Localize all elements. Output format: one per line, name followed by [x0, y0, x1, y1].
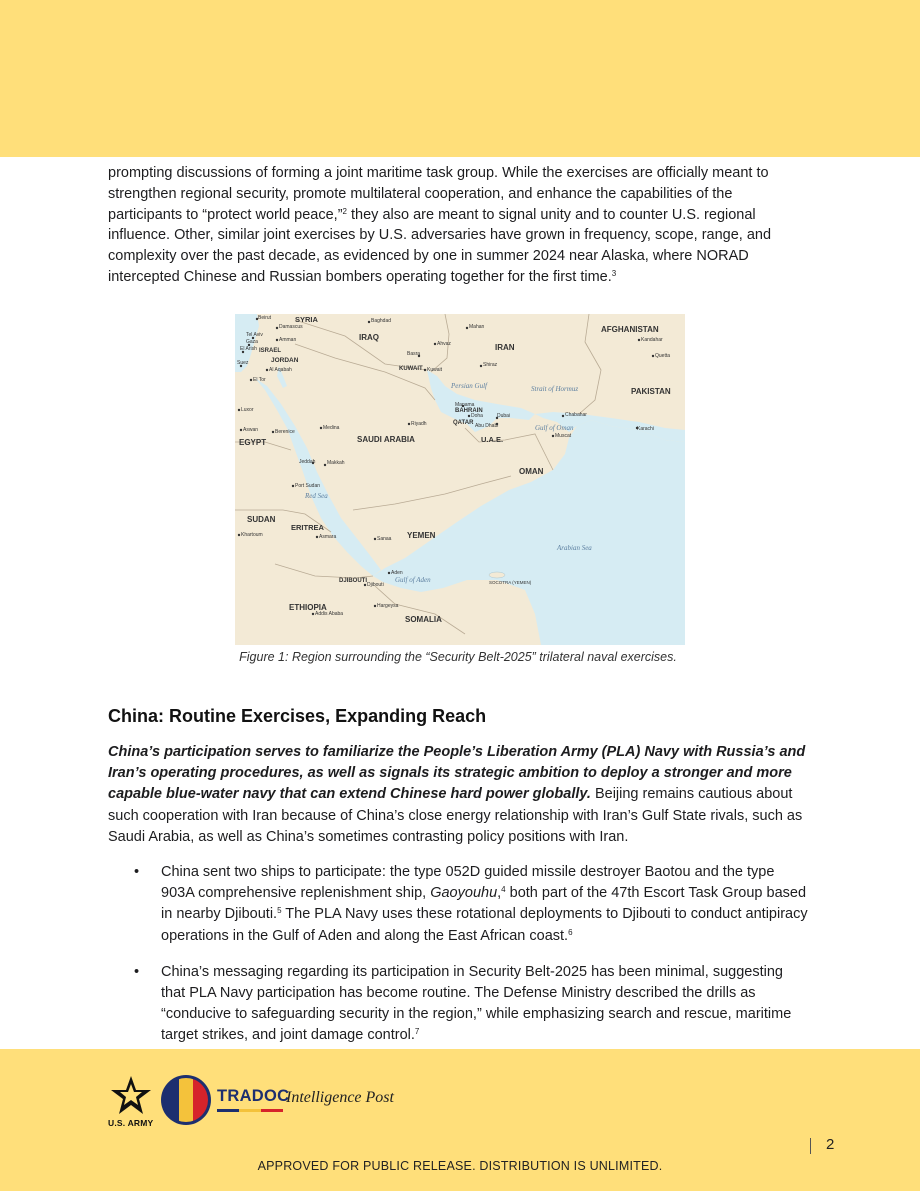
country-label: IRAN [495, 343, 515, 352]
bullet-marker: • [134, 963, 140, 980]
footnote-ref[interactable]: 5 [277, 906, 282, 916]
lead-paragraph [108, 742, 808, 848]
city-label: Manama [455, 402, 475, 408]
city-label: Port Sudan [295, 483, 321, 489]
city-label: Al Aqabah [269, 367, 292, 373]
list-item: • China’s messaging regarding its participation in Security Belt-2025 has been minimal, suggesting that PLA Navy participation has become routine. The Defense Ministry described the drills as “conducive to safeguarding security in the region,” while emphasizing search and rescue, maritime target strikes, and joint damage control.$^7$ [134, 963, 792, 1044]
country-label: SYRIA [295, 315, 318, 324]
city-label: Tel Aviv [246, 332, 263, 338]
city-label: Quetta [655, 353, 671, 359]
city-label: El Arish [240, 346, 257, 352]
country-label: ERITREA [291, 523, 324, 532]
water-label: Persian Gulf [451, 382, 487, 390]
city-label: Shiraz [483, 362, 498, 368]
water-label: Arabian Sea [557, 544, 592, 552]
city-label: Jeddah [299, 459, 316, 465]
city-label: Djibouti [367, 582, 384, 588]
footnote-ref[interactable]: 7 [414, 1027, 420, 1037]
city-label: Riyadh [411, 421, 427, 427]
region-map [235, 314, 685, 645]
city-label: Beirut [258, 315, 272, 321]
city-label: Ahvaz [437, 341, 451, 347]
page-number: 2 [826, 1136, 835, 1153]
figure-caption: Figure 1: Region surrounding the “Security Belt-2025” trilateral naval exercises. [239, 650, 677, 664]
lead-bold-text: China’s participation serves to familiarize the People’s Liberation Army (PLA) Navy with Russia’s and Iran’s operating procedures, as well as signals its strategic ambition to deploy a stronger and more capable blue-water navy that can extend Chinese hard power globally. [108, 744, 806, 803]
city-label: Doha [471, 413, 483, 419]
city-label: Karachi [637, 426, 654, 432]
bullet-marker: • [134, 864, 140, 880]
intro-paragraph: prompting discussions of forming a joint maritime task group. While the exercises are officially meant to strengthen regional security, promote multilateral cooperation, and enhance the capabilities of the participants to “protect world peace,”$^2$ they also are meant to signal unity and to counter U.S. regional influence. Other, similar joint exercises by U.S. adversaries have grown in frequency, scope, range, and complexity over the past decade, as evidenced by one in summer 2024 near Alaska, where NORAD intercepted Chinese and Russian bombers operating together for the first time.$^3$ [108, 165, 772, 285]
city-label: Addis Ababa [315, 611, 344, 617]
country-label: JORDAN [271, 357, 299, 364]
city-label: Kandahar [641, 337, 663, 343]
footnote-ref[interactable]: 2 [342, 206, 347, 216]
tradoc-seal-icon [160, 1074, 212, 1126]
country-label: ISRAEL [259, 348, 282, 354]
country-label: BAHRAIN [455, 408, 483, 414]
country-label: KUWAIT [399, 366, 423, 372]
army-label: U.S. ARMY [108, 1118, 154, 1128]
page-number-divider [810, 1138, 811, 1154]
city-label: Baghdad [371, 318, 392, 324]
footnote-ref[interactable]: 3 [611, 268, 617, 278]
country-label: IRAQ [359, 333, 379, 342]
city-label: Chabahar [565, 412, 587, 418]
city-label: Makkah [327, 460, 345, 466]
tradoc-wordmark: TRADOC [217, 1087, 290, 1105]
publication-title: Intelligence Post [286, 1089, 394, 1106]
city-label: Aswan [243, 427, 259, 433]
country-label: SOMALIA [405, 615, 442, 624]
water-label: Strait of Hormuz [531, 385, 579, 393]
city-label: Muscat [555, 433, 572, 439]
city-label: Gaza [246, 339, 258, 345]
city-label: Kuwait [427, 367, 443, 373]
country-label: SOCOTRA (YEMEN) [489, 580, 532, 585]
city-label: Basra [407, 351, 421, 357]
country-label: U.A.E. [481, 435, 504, 444]
country-label: SAUDI ARABIA [357, 435, 415, 444]
city-label: Hargeysa [377, 603, 399, 609]
header-band [0, 0, 920, 157]
city-label: Aden [391, 570, 403, 576]
city-label: Luxor [241, 407, 254, 413]
country-label: YEMEN [407, 531, 436, 540]
tradoc-color-bar [217, 1109, 283, 1112]
city-label: El Tor [253, 377, 266, 383]
city-label: Medina [323, 425, 340, 431]
city-label: Asmara [319, 534, 337, 540]
country-label: PAKISTAN [631, 387, 671, 396]
water-label: Gulf of Aden [395, 576, 431, 584]
footnote-ref[interactable]: 4 [501, 885, 506, 895]
country-label: SUDAN [247, 515, 276, 524]
city-label: Amman [279, 337, 297, 343]
footnote-ref[interactable]: 6 [568, 927, 573, 937]
city-label: Suez [237, 360, 249, 366]
city-label: Sanaa [377, 536, 392, 542]
city-label: Damascus [279, 324, 303, 330]
lead-text: Beijing remains cautious about such cooperation with Iran because of China’s close energy relationship with Iran’s Gulf State rivals, such as Saudi Arabia, as well as China’s sometimes contrasting policy positions with Iran. [108, 786, 803, 845]
city-label: Abu Dhabi [475, 423, 499, 429]
city-label: Dubai [497, 413, 511, 419]
city-label: Berenice [275, 429, 295, 435]
country-label: EGYPT [239, 438, 267, 447]
city-label: Mahan [469, 324, 485, 330]
country-label: AFGHANISTAN [601, 325, 659, 334]
city-label: Khartoum [241, 532, 263, 538]
country-label: QATAR [453, 420, 474, 426]
water-label: Red Sea [305, 492, 328, 500]
section-heading: China: Routine Exercises, Expanding Reach [108, 706, 487, 726]
country-label: OMAN [519, 467, 544, 476]
list-item: • China sent two ships to participate: the type 052D guided missile destroyer Baotou and the type 903A comprehensive replenishment ship, Gaoyouhu,$^4$ both part of the 47th Escort Task Group based in nearby Djibouti.$^5$ The PLA Navy uses these rotational deployments to Djibouti to conduct antipiracy operations in the Gulf of Aden and along the East African coast.$^6$ [134, 864, 808, 944]
bullet-list [108, 862, 808, 1062]
country-label: DJIBOUTI [339, 578, 368, 584]
country-label: ETHIOPIA [289, 603, 327, 612]
release-notice: APPROVED FOR PUBLIC RELEASE. DISTRIBUTION IS UNLIMITED. [257, 1159, 663, 1173]
water-label: Gulf of Oman [535, 424, 574, 432]
